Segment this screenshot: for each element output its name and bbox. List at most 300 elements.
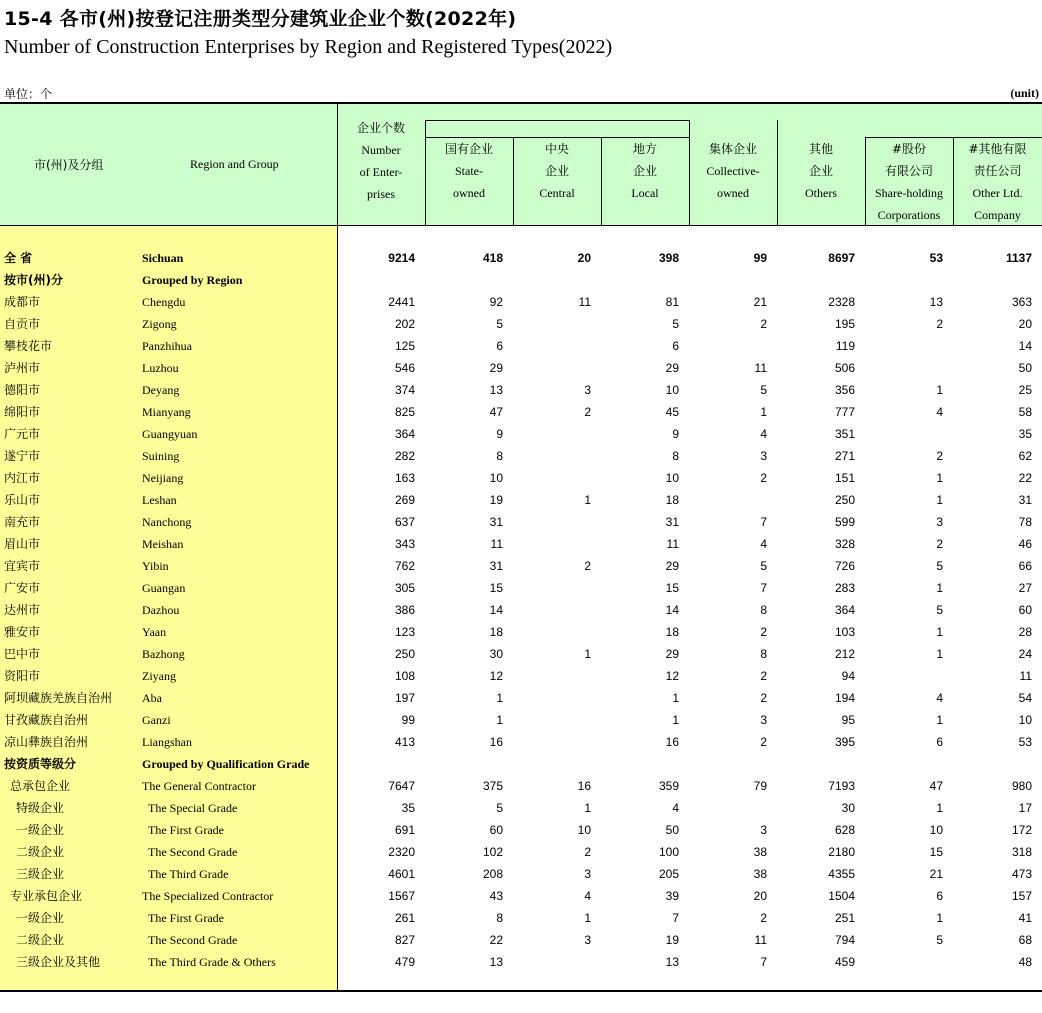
table-cell: 506 [834, 361, 855, 375]
table-cell: 212 [834, 647, 855, 661]
table-cell: 1 [584, 801, 591, 815]
table-title-english: Number of Construction Enterprises by Region and Registered Types(2022) [4, 36, 613, 58]
row-label-chinese: 眉山市 [4, 537, 41, 551]
table-cell: 50 [665, 823, 679, 837]
table-cell: 6 [496, 339, 503, 353]
row-label-english: Suining [142, 449, 180, 463]
table-cell: 374 [394, 383, 415, 397]
table-cell: 459 [834, 955, 855, 969]
column-header-english: Share-holding [875, 186, 943, 200]
row-label-english: Grouped by Qualification Grade [142, 757, 310, 771]
table-cell: 94 [841, 669, 855, 683]
table-cell: 11 [754, 933, 767, 947]
table-cell: 479 [394, 955, 415, 969]
table-cell: 60 [489, 823, 503, 837]
table-cell: 628 [834, 823, 855, 837]
row-label-english: The Specialized Contractor [142, 889, 274, 903]
table-row [0, 511, 1042, 533]
row-label-english: Yibin [142, 559, 169, 573]
table-cell: 15 [665, 581, 679, 595]
table-cell: 6 [936, 735, 943, 749]
table-cell: 9214 [388, 251, 415, 265]
table-cell: 16 [489, 735, 503, 749]
table-cell: 78 [1018, 515, 1032, 529]
row-label-english: Zigong [142, 317, 177, 331]
column-header [425, 138, 513, 204]
table-cell: 12 [489, 669, 503, 683]
table-cell: 18 [665, 493, 679, 507]
table-cell: 5 [496, 317, 503, 331]
table-cell: 1 [936, 801, 943, 815]
column-rule [513, 137, 514, 225]
table-cell: 1 [672, 713, 679, 727]
table-cell: 364 [834, 603, 855, 617]
table-cell: 35 [401, 801, 415, 815]
table-cell: 25 [1018, 383, 1032, 397]
table-row [0, 577, 1042, 599]
table-cell: 81 [665, 295, 679, 309]
row-label-english: Sichuan [142, 251, 184, 265]
table-cell: 1 [936, 471, 943, 485]
table-cell: 19 [489, 493, 503, 507]
table-title-chinese: 15-4 各市(州)按登记注册类型分建筑业企业个数(2022年) [4, 8, 517, 30]
table-cell: 16 [577, 779, 591, 793]
column-header-english: Local [631, 186, 659, 200]
table-cell: 11 [578, 295, 591, 309]
table-row [0, 313, 1042, 335]
table-cell: 31 [665, 515, 679, 529]
column-header-english: prises [367, 187, 395, 201]
table-cell: 79 [753, 779, 767, 793]
table-cell: 251 [834, 911, 855, 925]
table-row [0, 445, 1042, 467]
row-label-chinese: 全 省 [4, 251, 33, 265]
table-cell: 7193 [828, 779, 855, 793]
column-header-chinese-line2: 企业 [808, 164, 833, 178]
table-cell: 386 [394, 603, 415, 617]
row-label-chinese: 广安市 [4, 581, 41, 595]
table-cell: 172 [1011, 823, 1032, 837]
table-cell: 14 [1018, 339, 1032, 353]
table-cell: 58 [1018, 405, 1032, 419]
table-cell: 2 [760, 691, 767, 705]
table-cell: 17 [1018, 801, 1032, 815]
column-header-chinese-line2: 企业 [632, 164, 657, 178]
column-header-chinese: 其他 [808, 142, 833, 156]
table-row [0, 401, 1042, 423]
table-cell: 8 [496, 911, 503, 925]
table-cell: 1 [672, 691, 679, 705]
table-cell: 4355 [828, 867, 855, 881]
row-label-chinese: 凉山彝族自治州 [4, 735, 89, 749]
table-cell: 1 [584, 911, 591, 925]
table-cell: 10 [489, 471, 503, 485]
table-cell: 4 [584, 889, 591, 903]
table-cell: 47 [929, 779, 943, 793]
table-cell: 24 [1018, 647, 1032, 661]
row-label-english: The Third Grade [148, 867, 229, 881]
column-header-chinese-line2: 企业 [544, 164, 569, 178]
table-cell: 11 [490, 537, 503, 551]
table-cell: 41 [1018, 911, 1032, 925]
stub-header-chinese: 市(州)及分组 [34, 158, 104, 172]
table-cell: 271 [834, 449, 855, 463]
table-cell: 99 [401, 713, 415, 727]
table-cell: 413 [394, 735, 415, 749]
table-row [0, 555, 1042, 577]
table-cell: 250 [834, 493, 855, 507]
table-cell: 2 [760, 911, 767, 925]
table-cell: 30 [489, 647, 503, 661]
table-cell: 194 [834, 691, 855, 705]
table-cell: 11 [1019, 669, 1032, 683]
table-cell: 5 [672, 317, 679, 331]
table-cell: 54 [1018, 691, 1032, 705]
table-cell: 10 [1018, 713, 1032, 727]
table-cell: 102 [482, 845, 503, 859]
unit-label-english: (unit) [1010, 86, 1039, 100]
row-label-chinese: 二级企业 [16, 845, 65, 859]
row-label-chinese: 宜宾市 [4, 559, 41, 573]
table-cell: 60 [1018, 603, 1032, 617]
table-cell: 31 [1018, 493, 1032, 507]
table-cell: 48 [1018, 955, 1032, 969]
column-rule [689, 120, 690, 225]
row-label-chinese: 攀枝花市 [4, 339, 53, 353]
table-cell: 7 [760, 515, 767, 529]
table-row [0, 423, 1042, 445]
table-cell: 5 [760, 383, 767, 397]
table-cell: 15 [489, 581, 503, 595]
table-cell: 125 [394, 339, 415, 353]
column-header-english: Collective- [706, 164, 760, 178]
table-cell: 22 [1018, 471, 1032, 485]
table-cell: 10 [665, 383, 679, 397]
table-cell: 2180 [828, 845, 855, 859]
row-label-english: Guangyuan [142, 427, 198, 441]
table-cell: 343 [394, 537, 415, 551]
table-row [0, 709, 1042, 731]
table-cell: 3 [760, 449, 767, 463]
table-cell: 2 [584, 559, 591, 573]
table-cell: 18 [665, 625, 679, 639]
table-cell: 4 [760, 537, 767, 551]
table-cell: 1 [584, 647, 591, 661]
spanner-rule [865, 137, 1042, 138]
table-cell: 8 [496, 449, 503, 463]
table-cell: 2 [936, 317, 943, 331]
row-label-chinese: 遂宁市 [4, 449, 41, 463]
table-cell: 1 [936, 581, 943, 595]
table-cell: 47 [489, 405, 503, 419]
table-row [0, 753, 1042, 775]
table-bottom-rule [0, 990, 1042, 992]
table-cell: 22 [489, 933, 503, 947]
table-cell: 1 [760, 405, 767, 419]
table-cell: 8 [672, 449, 679, 463]
table-cell: 31 [489, 515, 503, 529]
table-cell: 7 [672, 911, 679, 925]
row-label-chinese: 三级企业 [16, 867, 65, 881]
table-cell: 1 [584, 493, 591, 507]
table-cell: 38 [753, 845, 767, 859]
row-label-english: Panzhihua [142, 339, 192, 353]
row-label-english: Neijiang [142, 471, 184, 485]
row-label-chinese: 甘孜藏族自治州 [4, 713, 89, 727]
table-cell: 1 [936, 493, 943, 507]
row-label-chinese: 总承包企业 [10, 779, 71, 793]
table-cell: 418 [482, 251, 503, 265]
table-cell: 3 [584, 383, 591, 397]
column-header-chinese-line2: 责任公司 [973, 164, 1022, 178]
row-label-english: Nanchong [142, 515, 192, 529]
table-row [0, 951, 1042, 973]
row-label-chinese: 专业承包企业 [10, 889, 83, 903]
row-label-chinese: 自贡市 [4, 317, 41, 331]
table-cell: 2 [936, 449, 943, 463]
table-cell: 4 [672, 801, 679, 815]
table-cell: 2 [584, 845, 591, 859]
column-header-chinese: 地方 [632, 142, 657, 156]
row-label-english: Chengdu [142, 295, 186, 309]
row-label-english: Liangshan [142, 735, 192, 749]
column-header-chinese: 国有企业 [444, 142, 493, 156]
table-cell: 28 [1018, 625, 1032, 639]
table-cell: 50 [1018, 361, 1032, 375]
table-cell: 27 [1018, 581, 1032, 595]
table-cell: 546 [394, 361, 415, 375]
row-label-english: Leshan [142, 493, 177, 507]
table-row [0, 621, 1042, 643]
table-cell: 395 [834, 735, 855, 749]
table-cell: 108 [394, 669, 415, 683]
table-row [0, 841, 1042, 863]
table-cell: 16 [665, 735, 679, 749]
unit-label-chinese: 单位：个 [4, 87, 53, 101]
table-cell: 2 [760, 471, 767, 485]
row-label-chinese: 德阳市 [4, 383, 41, 397]
table-cell: 3 [584, 933, 591, 947]
table-cell: 1504 [828, 889, 855, 903]
table-cell: 205 [658, 867, 679, 881]
row-label-chinese: 阿坝藏族羌族自治州 [4, 691, 113, 705]
table-cell: 20 [577, 251, 591, 265]
row-label-chinese: 一级企业 [16, 911, 65, 925]
column-header-english: Others [805, 186, 837, 200]
row-label-chinese: 绵阳市 [4, 405, 41, 419]
spanner-rule [425, 137, 689, 138]
table-cell: 11 [754, 361, 767, 375]
table-row [0, 665, 1042, 687]
row-label-english: The Second Grade [148, 933, 238, 947]
table-cell: 2 [936, 537, 943, 551]
table-cell: 2 [760, 735, 767, 749]
table-cell: 4 [936, 405, 943, 419]
table-cell: 8697 [828, 251, 855, 265]
column-header-english: of Enter- [359, 165, 403, 179]
table-cell: 18 [489, 625, 503, 639]
table-cell: 9 [496, 427, 503, 441]
row-label-english: Dazhou [142, 603, 180, 617]
table-cell: 29 [665, 559, 679, 573]
table-cell: 30 [841, 801, 855, 815]
table-row [0, 643, 1042, 665]
table-cell: 5 [760, 559, 767, 573]
column-header-english: Other Ltd. [972, 186, 1023, 200]
table-cell: 21 [753, 295, 767, 309]
table-cell: 9 [672, 427, 679, 441]
column-rule [337, 104, 338, 990]
column-header-english: State- [455, 164, 483, 178]
table-cell: 29 [665, 361, 679, 375]
table-cell: 99 [753, 251, 767, 265]
spanner-rule [425, 120, 689, 121]
row-label-english: Luzhou [142, 361, 179, 375]
table-cell: 11 [666, 537, 679, 551]
table-cell: 6 [672, 339, 679, 353]
table-cell: 359 [658, 779, 679, 793]
table-cell: 7 [760, 955, 767, 969]
table-row [0, 797, 1042, 819]
table-cell: 20 [1018, 317, 1032, 331]
row-label-english: Grouped by Region [142, 273, 243, 287]
row-label-chinese: 按市(州)分 [4, 273, 63, 287]
table-cell: 2 [584, 405, 591, 419]
table-cell: 53 [929, 251, 943, 265]
table-cell: 4 [760, 427, 767, 441]
row-label-english: The General Contractor [142, 779, 256, 793]
table-cell: 100 [658, 845, 679, 859]
column-header-english: owned [453, 186, 485, 200]
table-cell: 119 [835, 339, 855, 353]
column-rule [601, 137, 602, 225]
row-label-chinese: 按资质等级分 [4, 757, 77, 771]
row-label-chinese: 内江市 [4, 471, 41, 485]
table-cell: 3 [760, 823, 767, 837]
row-label-english: Guangan [142, 581, 186, 595]
row-label-english: The Second Grade [148, 845, 238, 859]
table-cell: 35 [1018, 427, 1032, 441]
row-label-chinese: 成都市 [4, 295, 41, 309]
row-label-english: Aba [142, 691, 162, 705]
table-cell: 163 [394, 471, 415, 485]
table-row [0, 929, 1042, 951]
table-cell: 363 [1011, 295, 1032, 309]
column-header [601, 138, 689, 204]
table-cell: 7 [760, 581, 767, 595]
row-label-chinese: 巴中市 [4, 647, 41, 661]
table-row [0, 467, 1042, 489]
table-cell: 2320 [388, 845, 415, 859]
table-cell: 13 [665, 955, 679, 969]
table-cell: 151 [834, 471, 855, 485]
table-cell: 1 [936, 647, 943, 661]
row-label-chinese: 达州市 [4, 603, 41, 617]
table-cell: 43 [489, 889, 503, 903]
row-label-chinese: 三级企业及其他 [16, 955, 101, 969]
table-cell: 269 [394, 493, 415, 507]
table-cell: 13 [929, 295, 943, 309]
table-cell: 726 [834, 559, 855, 573]
table-cell: 15 [929, 845, 943, 859]
column-header-chinese: 企业个数 [356, 121, 405, 135]
table-cell: 12 [665, 669, 679, 683]
table-cell: 1 [936, 383, 943, 397]
table-cell: 827 [394, 933, 415, 947]
row-label-english: Ziyang [142, 669, 176, 683]
table-cell: 5 [936, 933, 943, 947]
column-header-english: Company [974, 208, 1021, 222]
table-cell: 1 [936, 625, 943, 639]
table-cell: 599 [834, 515, 855, 529]
table-row [0, 863, 1042, 885]
table-cell: 123 [394, 625, 415, 639]
row-label-english: The First Grade [148, 911, 224, 925]
table-cell: 202 [394, 317, 415, 331]
row-label-english: Meishan [142, 537, 184, 551]
table-cell: 1 [496, 691, 503, 705]
column-rule [865, 137, 866, 225]
table-cell: 1 [496, 713, 503, 727]
table-row [0, 731, 1042, 753]
table-cell: 3 [760, 713, 767, 727]
table-cell: 29 [665, 647, 679, 661]
row-label-chinese: 特级企业 [16, 801, 65, 815]
column-header-english: Corporations [877, 208, 941, 222]
column-rule [953, 137, 954, 225]
row-label-chinese: 资阳市 [4, 669, 41, 683]
table-cell: 195 [834, 317, 855, 331]
table-row [0, 291, 1042, 313]
table-cell: 19 [665, 933, 679, 947]
row-label-english: Ganzi [142, 713, 171, 727]
table-cell: 351 [834, 427, 855, 441]
column-header-english: Central [539, 186, 575, 200]
table-row [0, 533, 1042, 555]
table-row [0, 819, 1042, 841]
table-cell: 29 [489, 361, 503, 375]
column-header [953, 138, 1042, 226]
column-header-english: owned [717, 186, 749, 200]
column-header-chinese: #其他有限 [968, 142, 1027, 156]
row-label-chinese: 广元市 [4, 427, 41, 441]
table-row [0, 357, 1042, 379]
row-label-chinese: 一级企业 [16, 823, 65, 837]
table-cell: 46 [1018, 537, 1032, 551]
column-header [689, 138, 777, 204]
row-label-english: The Special Grade [148, 801, 238, 815]
row-label-english: Bazhong [142, 647, 185, 661]
table-row [0, 269, 1042, 291]
table-cell: 364 [394, 427, 415, 441]
table-cell: 103 [834, 625, 855, 639]
table-cell: 356 [834, 383, 855, 397]
table-cell: 197 [394, 691, 415, 705]
table-cell: 39 [665, 889, 679, 903]
table-row [0, 599, 1042, 621]
table-cell: 691 [394, 823, 415, 837]
stub-header-english: Region and Group [190, 157, 279, 171]
column-rule [777, 120, 778, 225]
table-cell: 208 [482, 867, 503, 881]
table-cell: 20 [753, 889, 767, 903]
table-cell: 980 [1011, 779, 1032, 793]
table-cell: 10 [665, 471, 679, 485]
table-cell: 31 [489, 559, 503, 573]
table-cell: 375 [482, 779, 503, 793]
row-label-chinese: 二级企业 [16, 933, 65, 947]
column-header-chinese: #股份 [891, 142, 927, 156]
